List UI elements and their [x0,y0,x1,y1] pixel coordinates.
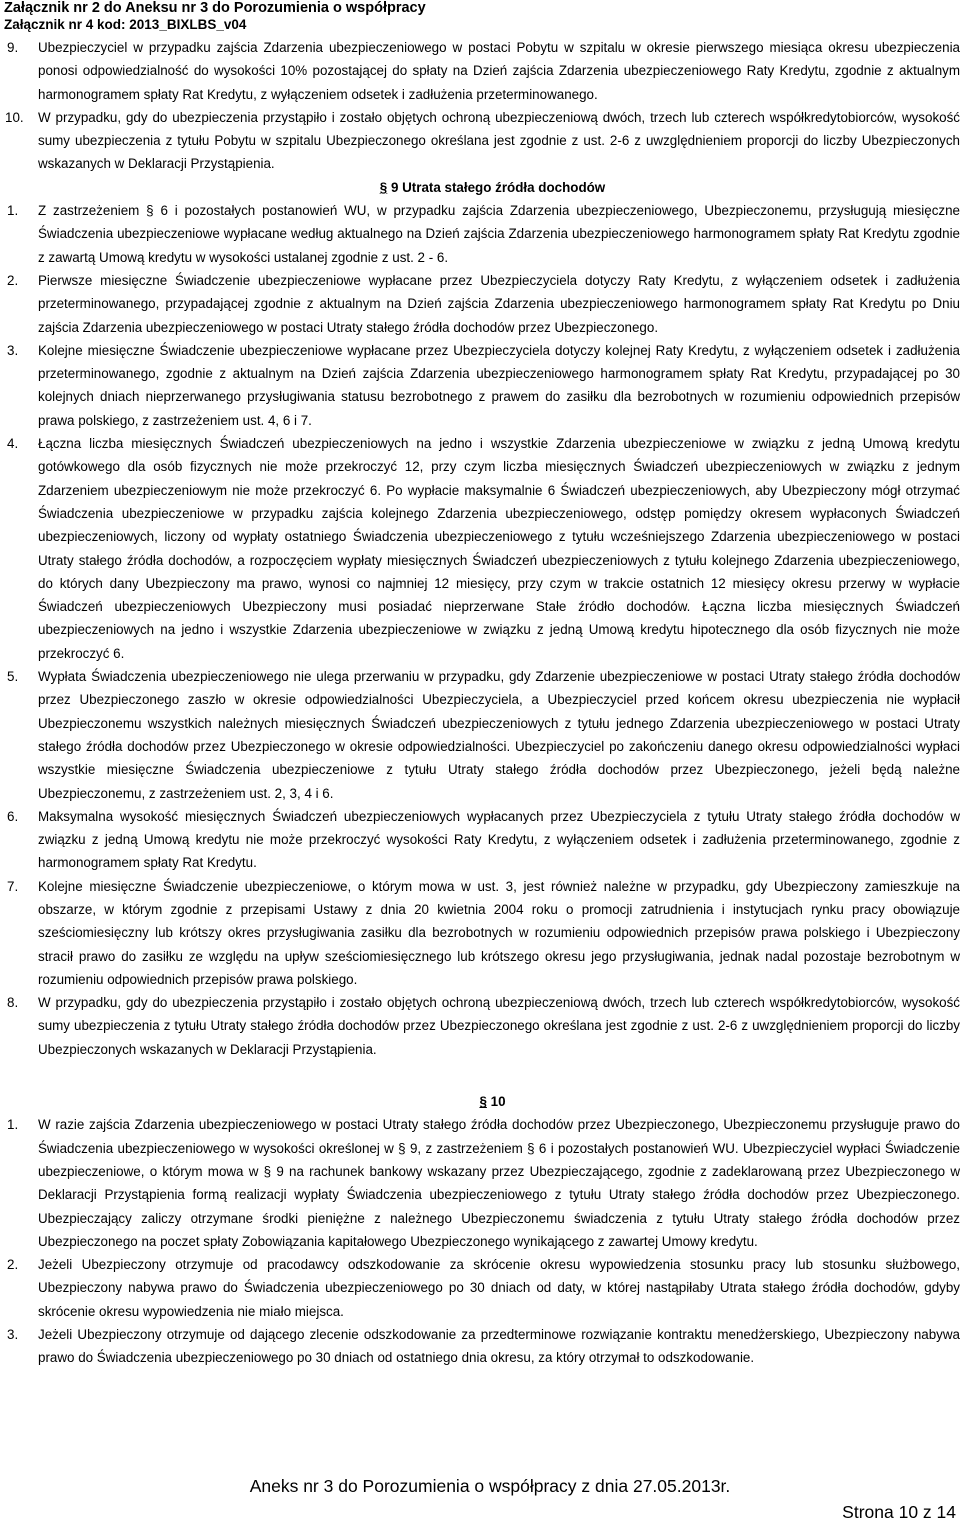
item-text: Ubezpieczyciel w przypadku zajścia Zdarzenia ubezpieczeniowego w postaci Pobytu w szpitalu w okresie pierwszego miesiąca okresu ubezpieczenia ponosi odpowiedzialność do wysokości 10% pozostającej do spłaty na Dzień zajścia Zdarzenia ubezpieczeniowego Raty Kredytu, zgodnie z aktualnym harmonogramem spłaty Rat Kredytu, z wyłączeniem odsetek i zadłużenia przeterminowanego. [38,40,960,102]
list-item [0,1113,960,1253]
header-attachment-code: Załącznik nr 4 kod: 2013_BIXLBS_v04 [4,17,247,32]
list-item [0,665,960,805]
item-number: 8. [7,995,19,1011]
list-item [0,199,960,269]
item-text: W przypadku, gdy do ubezpieczenia przystąpiło i zostało objętych ochroną ubezpieczeniową dwóch, trzech lub czterech współkredytobiorców, wysokość sumy ubezpieczenia z tytułu Pobytu w szpitalu Ubezpieczonego określana jest zgodnie z ust. 2-6 z uwzględnieniem proporcji do liczby Ubezpieczonych wskazanych w Deklaracji Przystąpienia. [38,109,960,172]
list-item [0,339,960,432]
section-symbol: § [379,179,388,195]
item-number: 3. [7,1327,19,1343]
item-number: 2. [7,272,19,288]
item-number: 9. [7,40,19,55]
footer-title: Aneks nr 3 do Porozumienia o współpracy z dnia 27.05.2013r. [249,1476,731,1496]
item-number: 3. [7,342,19,358]
item-text: Pierwsze miesięczne Świadczenie ubezpieczeniowe wypłacane przez Ubezpieczyciela dotyczy Raty Kredytu, z wyłączeniem odsetek i zadłużenia przeterminowanego, przypadającej zgodnie z aktualnym na Dzień zajścia Zdarzenia ubezpieczeniowego harmonogramem spłaty Rat Kredytu po Dniu zajścia Zdarzenia ubezpieczeniowego w postaci Utraty stałego źródła dochodów przez Ubezpieczonego. [38,272,960,335]
list-item [0,269,960,339]
list-item [0,1323,960,1370]
list-item [0,106,960,176]
item-text: W przypadku, gdy do ubezpieczenia przystąpiło i zostało objętych ochroną ubezpieczeniową dwóch, trzech lub czterech współkredytobiorców, wysokość sumy ubezpieczenia z tytułu Utraty stałego źródła dochodów przez Ubezpieczonego określana jest zgodnie z ust. 2-6 z uwzględnieniem proporcji do liczby Ubezpieczonych wskazanych w Deklaracji Przystąpienia. [38,995,960,1057]
item-number: 7. [7,878,19,894]
item-number: 4. [7,436,19,452]
item-text: Jeżeli Ubezpieczony otrzymuje od pracodawcy odszkodowanie za skrócenie okresu wypowiedzenia stosunku pracy lub stosunku służbowego, Ubezpieczony nabywa prawo do Świadczenia ubezpieczeniowego po 30 dniach od daty, w której nastąpiłaby Utrata stałego źródła dochodów, gdyby skrócenie okresu wypowiedzenia nie miało miejsca. [38,1257,960,1319]
list-item [0,36,960,106]
page-number: Strona 10 z 14 [842,1502,956,1522]
list-item [0,991,960,1061]
list-item [0,805,960,875]
section-10-heading [0,1090,960,1113]
section-title: 10 [486,1094,506,1110]
item-text: Łączna liczba miesięcznych Świadczeń ubezpieczeniowych na jedno i wszystkie Zdarzenia ubezpieczeniowe w związku z jedną Umową kredytu gotówkowego dla osób fizycznych nie może przekroczyć 12, przy czym liczba miesięcznych Świadczeń ubezpieczeniowych w związku z jednym Zdarzeniem ubezpieczeniowym nie może przekroczyć 6. Po wypłacie maksymalnie 6 Świadczeń ubezpieczeniowych, aby Ubezpieczony mógł otrzymać Świadczenia ubezpieczeniowe w przypadku zajścia kolejnego Zdarzenia ubezpieczeniowego, odstęp pomiędzy okresem wypłaconych Świadczeń ubezpieczeniowych, liczony od wypłaty ostatniego Świadczenia ubezpieczeniowego z tytułu wcześniejszego Zdarzenia ubezpieczeniowego w postaci Utraty stałego źródła dochodów, a rozpoczęciem wypłaty miesięcznych Świadczeń ubezpieczeniowych z tytułu kolejnego Zdarzenia ubezpieczeniowego, do których dany Ubezpieczony ma prawo, wynosi co najmniej 12 miesięcy, przy czym w trakcie ostatnich 12 miesięcy okresu przerwy w wypłacie Świadczeń ubezpieczeniowych Ubezpieczony musi posiadać nieprzerwane Stałe źródło dochodów. Łączna liczba miesięcznych Świadczeń ubezpieczeniowych na jedno i wszystkie Zdarzenia ubezpieczeniowe w związku z jedną Umową kredytu hipotecznego dla osób fizycznych nie może przekroczyć 6. [38,436,960,661]
header-annex-line: Załącznik nr 2 do Aneksu nr 3 do Porozumienia o współpracy [4,0,426,16]
list-item [0,432,960,665]
item-text: Wypłata Świadczenia ubezpieczeniowego nie ulega przerwaniu w przypadku, gdy Zdarzenie ubezpieczeniowe w postaci Utraty stałego źródła dochodów przez Ubezpieczonego zaszło w okresie odpowiedzialności Ubezpieczyciela, a Ubezpieczyciel przed końcem okresu ubezpieczenia nie wypłacił Ubezpieczonemu wszystkich należnych miesięcznych Świadczeń ubezpieczeniowych z tytułu jednego Zdarzenia ubezpieczeniowego w postaci Utraty stałego źródła dochodów przez Ubezpieczonego w okresie odpowiedzialności. Ubezpieczyciel po zakończeniu danego okresu odpowiedzialności wypłaci wszystkie miesięczne Świadczenia ubezpieczeniowe z tytułu Utraty stałego źródła dochodów przez Ubezpieczonego, jeżeli będą należne Ubezpieczonemu, z zastrzeżeniem ust. 2, 3, 4 i 6. [38,669,960,801]
item-number: 1. [7,1117,19,1133]
list-item [0,1253,960,1323]
list-item [0,875,960,991]
item-text: Z zastrzeżeniem § 6 i pozostałych postanowień WU, w przypadku zajścia Zdarzenia ubezpieczeniowego, Ubezpieczonemu, przysługują miesięczne Świadczenia ubezpieczeniowe wypłacane według aktualnego na Dzień zajścia Zdarzenia ubezpieczeniowego harmonogramem spłaty Rat Kredytu zgodnie z zawartą Umową kredytu w wysokości ustalanej zgodnie z ust. 2 - 6. [38,203,960,265]
item-text: Kolejne miesięczne Świadczenie ubezpieczeniowe wypłacane przez Ubezpieczyciela dotyczy kolejnej Raty Kredytu, z wyłączeniem odsetek i zadłużenia przeterminowanego, zgodnie z aktualnym na Dzień zajścia Zdarzenia ubezpieczeniowego harmonogramem spłaty Rat Kredytu, przypadającej po 30 kolejnych dniach nieprzerwanego przysługiwania statusu bezrobotnego z prawem do zasiłku dla bezrobotnych w rozumieniu odpowiednich przepisów prawa polskiego, z zastrzeżeniem ust. 4, 6 i 7. [38,342,960,428]
section-symbol: § [479,1094,487,1110]
item-number: 5. [7,669,19,685]
item-text: W razie zajścia Zdarzenia ubezpieczeniowego w postaci Utraty stałego źródła dochodów przez Ubezpieczonego, Ubezpieczonemu przysługuje prawo do Świadczenia ubezpieczeniowego w wysokości określonej w § 9, z zastrzeżeniem § 6 i pozostałych postanowień WU. Ubezpieczyciel wypłaci Świadczenie ubezpieczeniowe, o którym mowa w § 9 na rachunek bankowy wskazany przez Ubezpieczającego, zgodnie z zadeklarowaną przez Ubezpieczonego w Deklaracji Przystąpienia formą realizacji wypłaty Świadczenia ubezpieczeniowego z tytułu Utraty stałego źródła dochodów przez Ubezpieczonego. Ubezpieczający zaliczy otrzymane środki pieniężne z należnego Ubezpieczonemu świadczenia z tytułu Utraty stałego źródła dochodów przez Ubezpieczonego na poczet spłaty Zobowiązania kapitałowego Ubezpieczonego wynikającego z zawartej Umowy kredytu. [38,1117,960,1249]
item-text: Jeżeli Ubezpieczony otrzymuje od dającego zlecenie odszkodowanie za przedterminowe rozwiązanie kontraktu menedżerskiego, Ubezpieczony nabywa prawo do Świadczenia ubezpieczeniowego po 30 dniach od ostatniego dnia okresu, za który otrzymał to odszkodowanie. [38,1327,960,1366]
item-text: Maksymalna wysokość miesięcznych Świadczeń ubezpieczeniowych wypłacanych przez Ubezpieczyciela z tytułu Utraty stałego źródła dochodów w związku z jedną Umową kredytu nie może przekroczyć wysokości Raty Kredytu, z wyłączeniem odsetek i zadłużenia przeterminowanego, zgodnie z harmonogramem spłaty Rat Kredytu. [38,808,960,871]
item-number: 2. [7,1257,19,1273]
section-title: 9 Utrata stałego źródła dochodów [387,179,606,195]
item-number: 1. [7,203,19,219]
item-number: 10. [5,109,24,125]
document-body [0,36,960,1370]
item-number: 6. [7,808,19,824]
section-9-heading [0,176,960,199]
item-text: Kolejne miesięczne Świadczenie ubezpieczeniowe, o którym mowa w ust. 3, jest również należne w przypadku, gdy Ubezpieczony zamieszkuje na obszarze, w którym zgodnie z przepisami Ustawy z dnia 20 kwietnia 2004 roku o promocji zatrudnienia i instytucjach rynku pracy obowiązuje sześciomiesięczny lub krótszy okres przysługiwania zasiłku dla bezrobotnych w rozumieniu odpowiednich przepisów prawa polskiego i Ubezpieczony stracił prawo do zasiłku ze względu na upływ sześciomiesięcznego lub krótszego okresu jego przysługiwania, jednak nadal pozostaje bezrobotnym w rozumieniu odpowiednich przepisów prawa polskiego. [38,878,960,987]
